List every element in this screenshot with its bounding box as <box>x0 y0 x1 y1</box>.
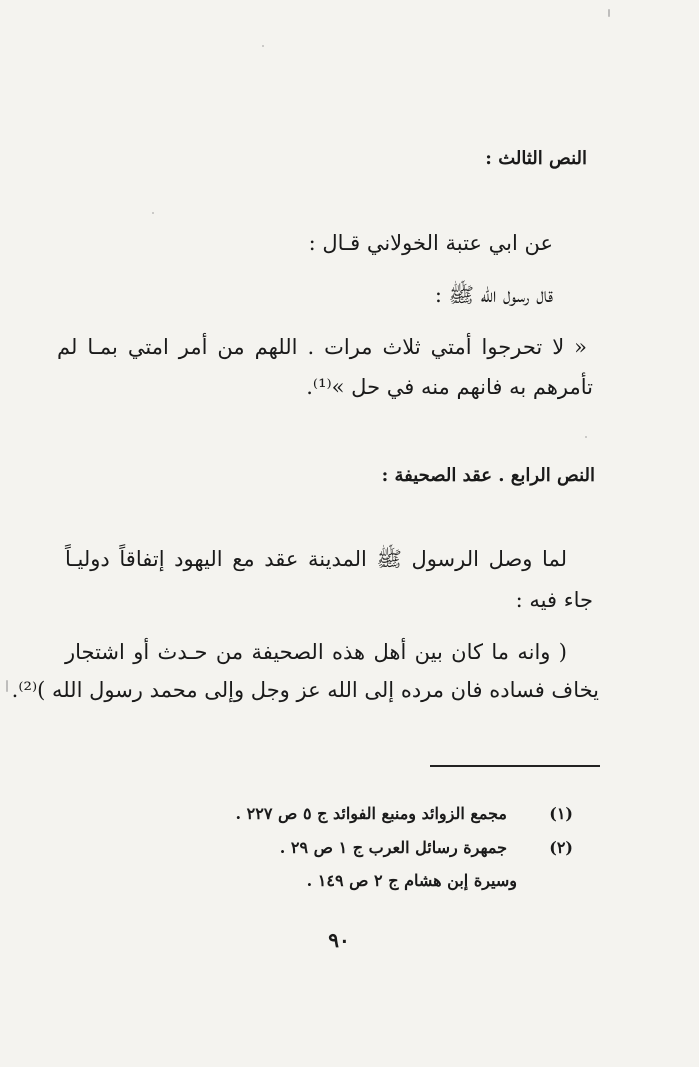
section-3-heading: النص الثالث : <box>485 148 587 169</box>
section-3-prophet-line: قال رسول الله ﷺ : <box>434 283 553 307</box>
paper-speck <box>585 436 587 438</box>
page-number: ٩٠ <box>328 928 350 952</box>
section-3-intro: عن ابي عتبة الخولاني قـال : <box>308 231 553 255</box>
paper-speck <box>262 45 264 47</box>
footnote-2-number: (٢) <box>549 838 573 857</box>
paper-speck <box>6 680 8 692</box>
section-4-heading: النص الرابع . عقد الصحيفة : <box>381 465 595 486</box>
footnote-2-text: جمهرة رسائل العرب ج ١ ص ٢٩ . <box>279 838 507 857</box>
footnote-separator <box>430 765 600 767</box>
paper-speck <box>608 9 610 17</box>
section-4-para-2-line-1: ( وانه ما كان بين أهل هذه الصحيفة من حـدث أو اشتجار <box>65 640 567 664</box>
paper-speck <box>152 212 154 214</box>
footnote-1-text: مجمع الزوائد ومنبع الفوائد ج ٥ ص ٢٢٧ . <box>235 804 507 823</box>
section-4-para-1-line-2: جاء فيه : <box>515 588 593 612</box>
footnote-2-continuation: وسيرة إبن هشام ج ٢ ص ١٤٩ . <box>306 871 517 890</box>
section-3-quote-line-1: « لا تحرجوا أمتي ثلاث مرات . اللهم من أمر امتي بمـا لم <box>57 335 587 359</box>
section-4-para-1-line-1: لما وصل الرسول ﷺ المدينة عقد مع اليهود إتفاقاً دوليـاً <box>65 547 567 571</box>
footnote-1-number: (١) <box>549 804 573 823</box>
section-3-quote-line-2: تأمرهم به فانهم منه في حل »⁽¹⁾. <box>306 375 593 399</box>
section-4-para-2-line-2: يخاف فساده فان مرده إلى الله عز وجل وإلى محمد رسول الله )⁽²⁾. <box>11 678 599 702</box>
